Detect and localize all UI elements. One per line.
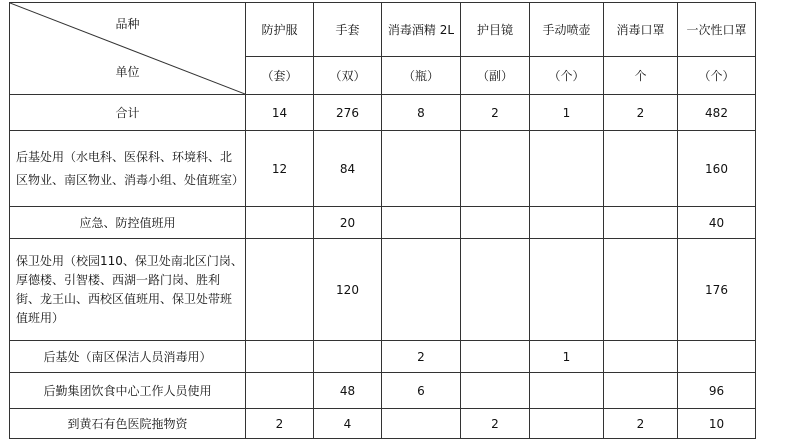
quantity-cell: 1 (530, 341, 604, 373)
item-name-cell: 手动喷壶 (530, 3, 604, 57)
quantity-cell: 176 (678, 239, 756, 341)
item-name-cell: 消毒口罩 (604, 3, 678, 57)
item-name-cell: 手套 (314, 3, 382, 57)
quantity-cell (461, 239, 530, 341)
quantity-cell: 48 (314, 373, 382, 409)
quantity-cell: 2 (604, 409, 678, 439)
quantity-cell (604, 207, 678, 239)
item-unit-cell: （瓶） (382, 57, 461, 95)
quantity-cell: 2 (604, 95, 678, 131)
corner-header-cell (10, 3, 246, 95)
quantity-cell (604, 239, 678, 341)
quantity-cell (314, 341, 382, 373)
total-row (10, 95, 756, 131)
quantity-cell: 4 (314, 409, 382, 439)
row-label: 保卫处用（校园110、保卫处南北区门岗、厚德楼、引智楼、西湖一路门岗、胜利街、龙王山、西校区值班用、保卫处带班值班用） (10, 239, 246, 341)
quantity-cell: 2 (461, 409, 530, 439)
row-label: 应急、防控值班用 (10, 207, 246, 239)
quantity-cell (530, 207, 604, 239)
table-row (10, 409, 756, 439)
quantity-cell: 6 (382, 373, 461, 409)
row-label: 后勤集团饮食中心工作人员使用 (10, 373, 246, 409)
quantity-cell: 12 (246, 131, 314, 207)
quantity-cell: 120 (314, 239, 382, 341)
row-label: 到黄石有色医院拖物资 (10, 409, 246, 439)
quantity-cell: 14 (246, 95, 314, 131)
row-label: 后基处用（水电科、医保科、环境科、北区物业、南区物业、消毒小组、处值班室） (10, 131, 246, 207)
quantity-cell (604, 341, 678, 373)
item-unit-cell: （个） (530, 57, 604, 95)
table-row (10, 239, 756, 341)
quantity-cell (382, 239, 461, 341)
row-label: 后基处（南区保洁人员消毒用） (10, 341, 246, 373)
quantity-cell (604, 131, 678, 207)
item-unit-cell: （双） (314, 57, 382, 95)
quantity-cell: 2 (246, 409, 314, 439)
quantity-cell (246, 373, 314, 409)
quantity-cell: 96 (678, 373, 756, 409)
quantity-cell: 10 (678, 409, 756, 439)
corner-item-label: 品种 (115, 17, 140, 31)
quantity-cell (461, 207, 530, 239)
supply-distribution-table (9, 2, 756, 439)
quantity-cell: 1 (530, 95, 604, 131)
quantity-cell (382, 409, 461, 439)
quantity-cell (530, 239, 604, 341)
quantity-cell: 84 (314, 131, 382, 207)
row-label: 合计 (10, 95, 246, 131)
item-unit-cell: （个） (678, 57, 756, 95)
quantity-cell (461, 131, 530, 207)
quantity-cell (604, 373, 678, 409)
table-row (10, 373, 756, 409)
item-unit-cell: （套） (246, 57, 314, 95)
quantity-cell: 160 (678, 131, 756, 207)
item-unit-cell: （副） (461, 57, 530, 95)
quantity-cell (530, 409, 604, 439)
quantity-cell: 482 (678, 95, 756, 131)
quantity-cell (382, 131, 461, 207)
quantity-cell (678, 341, 756, 373)
quantity-cell (382, 207, 461, 239)
quantity-cell (246, 341, 314, 373)
item-name-cell: 护目镜 (461, 3, 530, 57)
item-unit-cell: 个 (604, 57, 678, 95)
quantity-cell (530, 131, 604, 207)
quantity-cell: 40 (678, 207, 756, 239)
quantity-cell: 276 (314, 95, 382, 131)
table-row (10, 131, 756, 207)
table-row (10, 207, 756, 239)
item-header-row (10, 3, 756, 57)
quantity-cell: 20 (314, 207, 382, 239)
table-row (10, 341, 756, 373)
quantity-cell (246, 239, 314, 341)
corner-unit-label: 单位 (115, 65, 140, 79)
quantity-cell (246, 207, 314, 239)
item-name-cell: 防护服 (246, 3, 314, 57)
quantity-cell (461, 341, 530, 373)
quantity-cell: 8 (382, 95, 461, 131)
quantity-cell (461, 373, 530, 409)
quantity-cell: 2 (461, 95, 530, 131)
item-name-cell: 消毒酒精 2L (382, 3, 461, 57)
item-name-cell: 一次性口罩 (678, 3, 756, 57)
quantity-cell: 2 (382, 341, 461, 373)
quantity-cell (530, 373, 604, 409)
